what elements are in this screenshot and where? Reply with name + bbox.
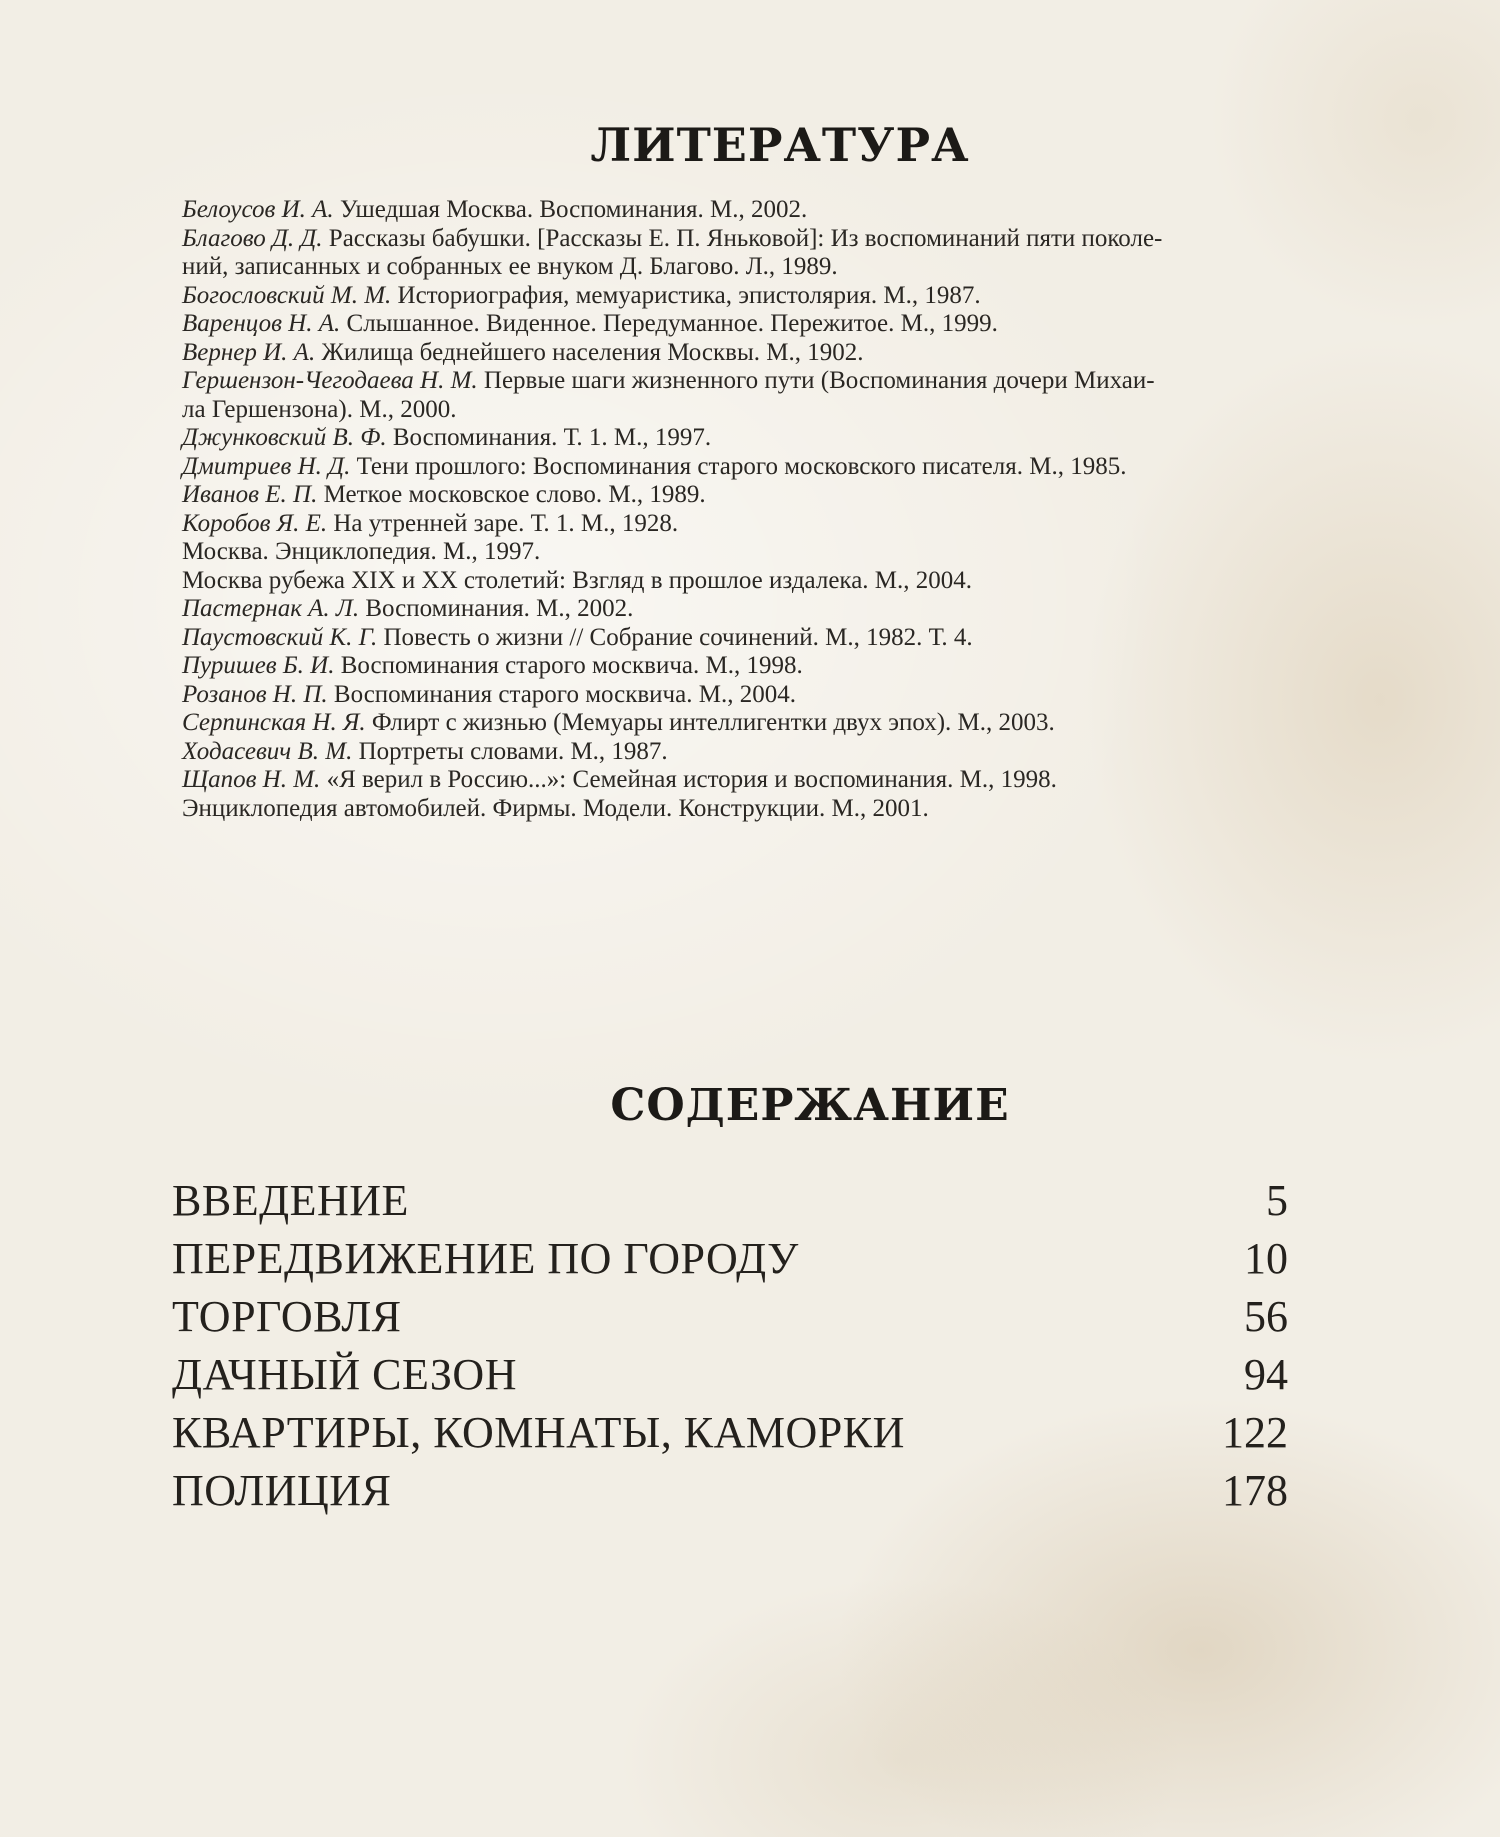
- toc-entry: [172, 1462, 1288, 1520]
- entry-text: Меткое московское слово. М., 1989.: [317, 481, 706, 508]
- bibliography-line: [182, 481, 1342, 510]
- entry-author: Ходасевич В. М.: [182, 737, 353, 765]
- bibliography-line: [182, 282, 1342, 311]
- literature-heading: ЛИТЕРАТУРА: [590, 118, 970, 172]
- entry-author: Гершензон-Чегодаева Н. М.: [182, 367, 478, 394]
- entry-author: Богословский М. М.: [182, 281, 392, 309]
- toc-entry-page: 10: [1244, 1234, 1288, 1283]
- entry-text: Воспоминания старого москвича. М., 2004.: [327, 680, 796, 708]
- entry-text: Воспоминания. М., 2002.: [359, 595, 634, 622]
- entry-text: Флирт с жизнью (Мемуары интеллигентки двух эпох). М., 2003.: [365, 709, 1055, 736]
- table-of-contents: [172, 1172, 1288, 1520]
- entry-author: Паустовский К. Г.: [182, 623, 378, 651]
- toc-entry-page: 56: [1244, 1292, 1288, 1341]
- bibliography-line: [182, 396, 1342, 425]
- toc-entry: [172, 1346, 1288, 1404]
- entry-author: Белоусов И. А.: [182, 196, 334, 223]
- toc-entry-title: ПОЛИЦИЯ: [172, 1466, 392, 1515]
- bibliography-line: [182, 738, 1342, 767]
- toc-entry-title: ВВЕДЕНИЕ: [172, 1176, 409, 1225]
- toc-entry-page: 122: [1222, 1408, 1288, 1457]
- bibliography-line: [182, 253, 1342, 282]
- toc-entry-page: 5: [1266, 1176, 1288, 1225]
- bibliography-line: [182, 652, 1342, 681]
- bibliography-line: [182, 567, 1342, 596]
- toc-entry-title: ТОРГОВЛЯ: [172, 1292, 402, 1341]
- entry-author: Пастернак А. Л.: [182, 595, 360, 622]
- entry-text: Жилища беднейшего населения Москвы. М., 1902.: [315, 338, 864, 366]
- toc-entry: [172, 1230, 1288, 1288]
- entry-text: Рассказы бабушки. [Рассказы Е. П. Яньковой]: Из воспоминаний пяти поколе-: [322, 224, 1163, 252]
- entry-text: ний, записанных и собранных ее внуком Д. Благово. Л., 1989.: [182, 253, 838, 280]
- bibliography-line: [182, 424, 1342, 453]
- entry-text: Москва рубежа XIX и XX столетий: Взгляд в прошлое издалека. М., 2004.: [182, 566, 973, 594]
- entry-text: ла Гершензона). М., 2000.: [182, 395, 457, 423]
- entry-text: Москва. Энциклопедия. М., 1997.: [182, 538, 541, 565]
- entry-author: Пуришев Б. И.: [182, 652, 335, 679]
- toc-entry-page: 178: [1222, 1466, 1288, 1515]
- bibliography-line: [182, 367, 1342, 396]
- bibliography-line: [182, 595, 1342, 624]
- entry-text: Энциклопедия автомобилей. Фирмы. Модели. Конструкции. М., 2001.: [182, 794, 929, 822]
- entry-author: Вернер И. А.: [182, 338, 316, 366]
- toc-entry: [172, 1172, 1288, 1230]
- entry-text: Повесть о жизни // Собрание сочинений. М., 1982. Т. 4.: [377, 623, 973, 651]
- entry-text: На утренней заре. Т. 1. М., 1928.: [327, 509, 679, 537]
- bibliography-line: [182, 225, 1342, 254]
- entry-author: Розанов Н. П.: [182, 680, 328, 708]
- bibliography-line: [182, 766, 1342, 795]
- bibliography-line: [182, 795, 1342, 824]
- toc-entry-title: ПЕРЕДВИЖЕНИЕ ПО ГОРОДУ: [172, 1234, 799, 1283]
- entry-author: Дмитриев Н. Д.: [182, 452, 351, 480]
- bibliography-line: [182, 453, 1342, 482]
- toc-entry-page: 94: [1244, 1350, 1288, 1399]
- toc-entry: [172, 1404, 1288, 1462]
- entry-author: Варенцов Н. А.: [182, 310, 341, 337]
- entry-author: Благово Д. Д.: [182, 224, 323, 252]
- bibliography-line: [182, 510, 1342, 539]
- bibliography-line: [182, 310, 1342, 339]
- entry-text: Портреты словами. М., 1987.: [352, 737, 668, 765]
- bibliography-line: [182, 339, 1342, 368]
- entry-text: Слышанное. Виденное. Передуманное. Пережитое. М., 1999.: [340, 310, 998, 337]
- toc-entry-title: КВАРТИРЫ, КОМНАТЫ, КАМОРКИ: [172, 1408, 905, 1457]
- contents-heading: СОДЕРЖАНИЕ: [610, 1080, 1010, 1131]
- bibliography-list: [182, 196, 1342, 823]
- entry-text: Тени прошлого: Воспоминания старого московского писателя. М., 1985.: [350, 452, 1127, 480]
- toc-entry: [172, 1288, 1288, 1346]
- entry-author: Иванов Е. П.: [182, 481, 318, 508]
- bibliography-line: [182, 538, 1342, 567]
- bibliography-line: [182, 681, 1342, 710]
- entry-text: Ушедшая Москва. Воспоминания. М., 2002.: [333, 196, 808, 223]
- entry-text: Первые шаги жизненного пути (Воспоминания дочери Михаи-: [477, 367, 1155, 394]
- bibliography-line: [182, 624, 1342, 653]
- entry-author: Щапов Н. М.: [182, 766, 321, 793]
- entry-text: Воспоминания. Т. 1. М., 1997.: [386, 424, 712, 451]
- entry-text: Историография, мемуаристика, эпистолярия. М., 1987.: [391, 281, 981, 309]
- entry-text: Воспоминания старого москвича. М., 1998.: [334, 652, 803, 679]
- entry-author: Джунковский В. Ф.: [182, 424, 387, 451]
- bibliography-line: [182, 196, 1342, 225]
- toc-entry-title: ДАЧНЫЙ СЕЗОН: [172, 1350, 517, 1399]
- entry-text: «Я верил в Россию...»: Семейная история и воспоминания. М., 1998.: [320, 766, 1057, 793]
- entry-author: Коробов Я. Е.: [182, 509, 328, 537]
- bibliography-line: [182, 709, 1342, 738]
- entry-author: Серпинская Н. Я.: [182, 709, 366, 736]
